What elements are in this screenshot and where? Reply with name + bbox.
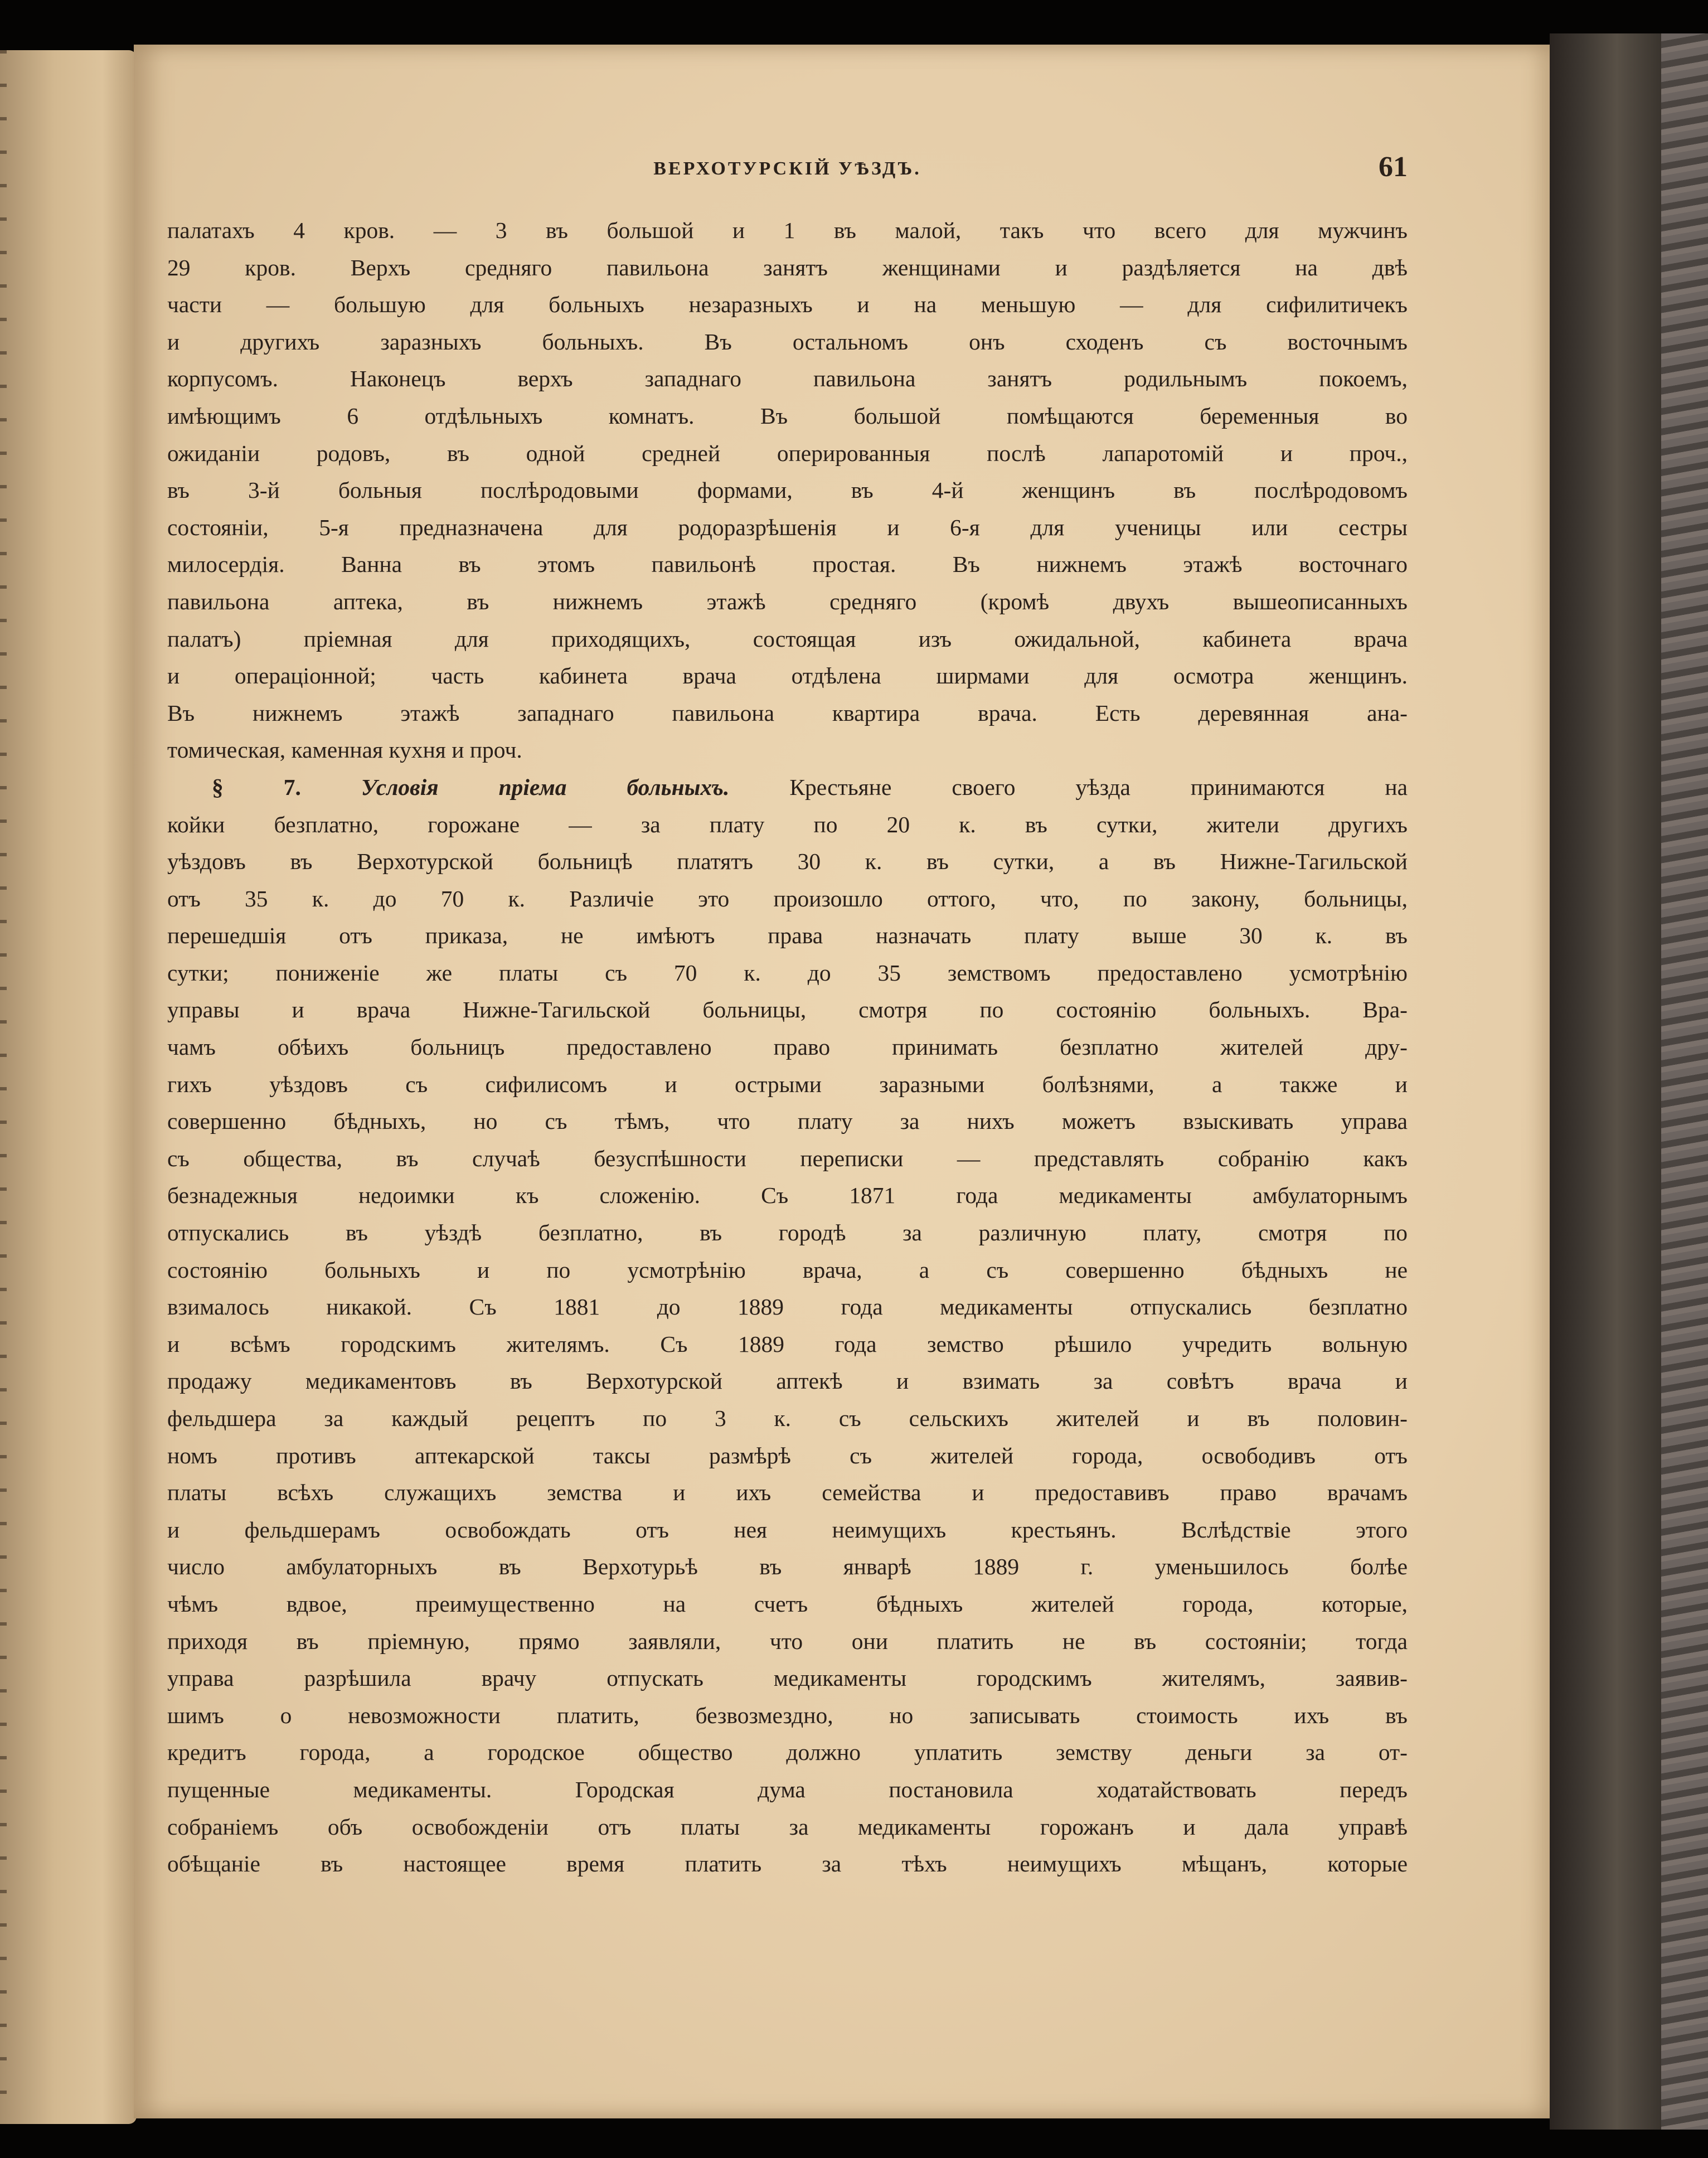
book-cover-edge (1661, 33, 1708, 2130)
text-line: состоянію больныхъ и по усмотрѣнію врача, а съ совершенно бѣдныхъ не (167, 1257, 1408, 1283)
page-edge-marks (0, 50, 7, 2124)
page-body (167, 212, 1408, 1883)
section-number: § 7. (212, 774, 301, 800)
text-line: чамъ обѣихъ больницъ предоставлено право принимать безплатно жителей дру- (167, 1034, 1408, 1060)
text-line: милосердія. Ванна въ этомъ павильонѣ простая. Въ нижнемъ этажѣ восточнаго (167, 551, 1408, 578)
text-line: уѣздовъ въ Верхотурской больницѣ платятъ 30 к. въ сутки, а въ Нижне-Тагильской (167, 848, 1408, 875)
text-line: павильона аптека, въ нижнемъ этажѣ средняго (кромѣ двухъ вышеописанныхъ (167, 588, 1408, 614)
text-line: пущенные медикаменты. Городская дума постановила ходатайствовать передъ (167, 1776, 1408, 1802)
text-line: взималось никакой. Съ 1881 до 1889 года медикаменты отпускались безплатно (167, 1294, 1408, 1320)
text-line: перешедшія отъ приказа, не имѣютъ права назначать плату выше 30 к. въ (167, 923, 1408, 949)
text-line: корпусомъ. Наконецъ верхъ западнаго павильона занятъ родильнымъ покоемъ, (167, 366, 1408, 392)
page-number: 61 (1379, 151, 1408, 183)
text-line: обѣщаніе въ настоящее время платить за тѣхъ неимущихъ мѣщанъ, которые (167, 1851, 1408, 1877)
text-line: палатахъ 4 кров. — 3 въ большой и 1 въ малой, такъ что всего для мужчинъ (167, 217, 1408, 243)
text-line: ожиданіи родовъ, въ одной средней оперированныя послѣ лапаротомій и проч., (167, 440, 1408, 466)
text-line: собраніемъ объ освобожденіи отъ платы за медикаменты горожанъ и дала управѣ (167, 1813, 1408, 1840)
text-line: сутки; пониженіе же платы съ 70 к. до 35 земствомъ предоставлено усмотрѣнію (167, 959, 1408, 986)
text-line: отъ 35 к. до 70 к. Различіе это произошло оттого, что, по закону, больницы, (167, 885, 1408, 911)
text-line: состояніи, 5-я предназначена для родоразрѣшенія и 6-я для ученицы или сестры (167, 514, 1408, 540)
text-line: число амбулаторныхъ въ Верхотурьѣ въ январѣ 1889 г. уменьшилось болѣе (167, 1554, 1408, 1580)
text-line: и всѣмъ городскимъ жителямъ. Съ 1889 года земство рѣшило учредить вольную (167, 1331, 1408, 1357)
running-head: ВЕРХОТУРСКІЙ УѢЗДЪ. (653, 158, 921, 179)
text-line: номъ противъ аптекарской таксы размѣрѣ съ жителей города, освободивъ отъ (167, 1442, 1408, 1468)
text-line: управы и врача Нижне-Тагильской больницы, смотря по состоянію больныхъ. Вра- (167, 997, 1408, 1023)
text-line: чѣмъ вдвое, преимущественно на счетъ бѣдныхъ жителей города, которые, (167, 1590, 1408, 1617)
text-line: управа разрѣшила врачу отпускать медикаменты городскимъ жителямъ, заявив- (167, 1665, 1408, 1691)
text-line: и операціонной; часть кабинета врача отдѣлена ширмами для осмотра женщинъ. (167, 663, 1408, 689)
text-line: безнадежныя недоимки къ сложенію. Съ 1871 года медикаменты амбулаторнымъ (167, 1182, 1408, 1209)
text-line: совершенно бѣдныхъ, но съ тѣмъ, что плату за нихъ можетъ взыскивать управа (167, 1108, 1408, 1134)
text-line: приходя въ пріемную, прямо заявляли, что они платить не въ состояніи; тогда (167, 1628, 1408, 1654)
text-line: кредитъ города, а городское общество должно уплатить земству деньги за от- (167, 1739, 1408, 1766)
text-line: платы всѣхъ служащихъ земства и ихъ семейства и предоставивъ право врачамъ (167, 1480, 1408, 1506)
text-line: 29 кров. Верхъ средняго павильона занятъ женщинами и раздѣляется на двѣ (167, 254, 1408, 280)
text-line: части — большую для больныхъ незаразныхъ и на меньшую — для сифилитичекъ (167, 292, 1408, 318)
text-line: и фельдшерамъ освобождать отъ нея неимущихъ крестьянъ. Вслѣдствіе этого (167, 1516, 1408, 1543)
text-line: отпускались въ уѣздѣ безплатно, въ городѣ за различную плату, смотря по (167, 1220, 1408, 1246)
section-heading-line (167, 769, 1408, 806)
text-line: продажу медикаментовъ въ Верхотурской аптекѣ и взимать за совѣтъ врача и (167, 1368, 1408, 1394)
page-header (167, 151, 1408, 190)
text-line: имѣющимъ 6 отдѣльныхъ комнатъ. Въ большой помѣщаются беременныя во (167, 402, 1408, 429)
text-line: койки безплатно, горожане — за плату по 20 к. въ сутки, жители другихъ (167, 811, 1408, 837)
text-line: шимъ о невозможности платить, безвозмездно, но записывать стоимость ихъ въ (167, 1702, 1408, 1728)
text-line: Въ нижнемъ этажѣ западнаго павильона квартира врача. Есть деревянная ана- (167, 700, 1408, 726)
text-line: гихъ уѣздовъ съ сифилисомъ и острыми заразными болѣзнями, а также и (167, 1071, 1408, 1097)
section-title: Условія пріема больныхъ. (361, 774, 730, 800)
text-line: и другихъ заразныхъ больныхъ. Въ остальномъ онъ сходенъ съ восточнымъ (167, 328, 1408, 355)
text-line: съ общества, въ случаѣ безуспѣшности переписки — представлять собранію какъ (167, 1145, 1408, 1171)
left-page-edge (0, 50, 137, 2124)
text-line: палатъ) пріемная для приходящихъ, состоящая изъ ожидальной, кабинета врача (167, 625, 1408, 652)
text-line: томическая, каменная кухня и проч. (167, 737, 522, 763)
section-first-line-text: Крестьяне своего уѣзда принимаются на (729, 774, 1408, 800)
book-cover-spine (1550, 33, 1661, 2130)
text-line: въ 3-й больныя послѣродовыми формами, въ 4-й женщинъ въ послѣродовомъ (167, 477, 1408, 503)
text-line: фельдшера за каждый рецептъ по 3 к. съ сельскихъ жителей и въ половин- (167, 1405, 1408, 1431)
